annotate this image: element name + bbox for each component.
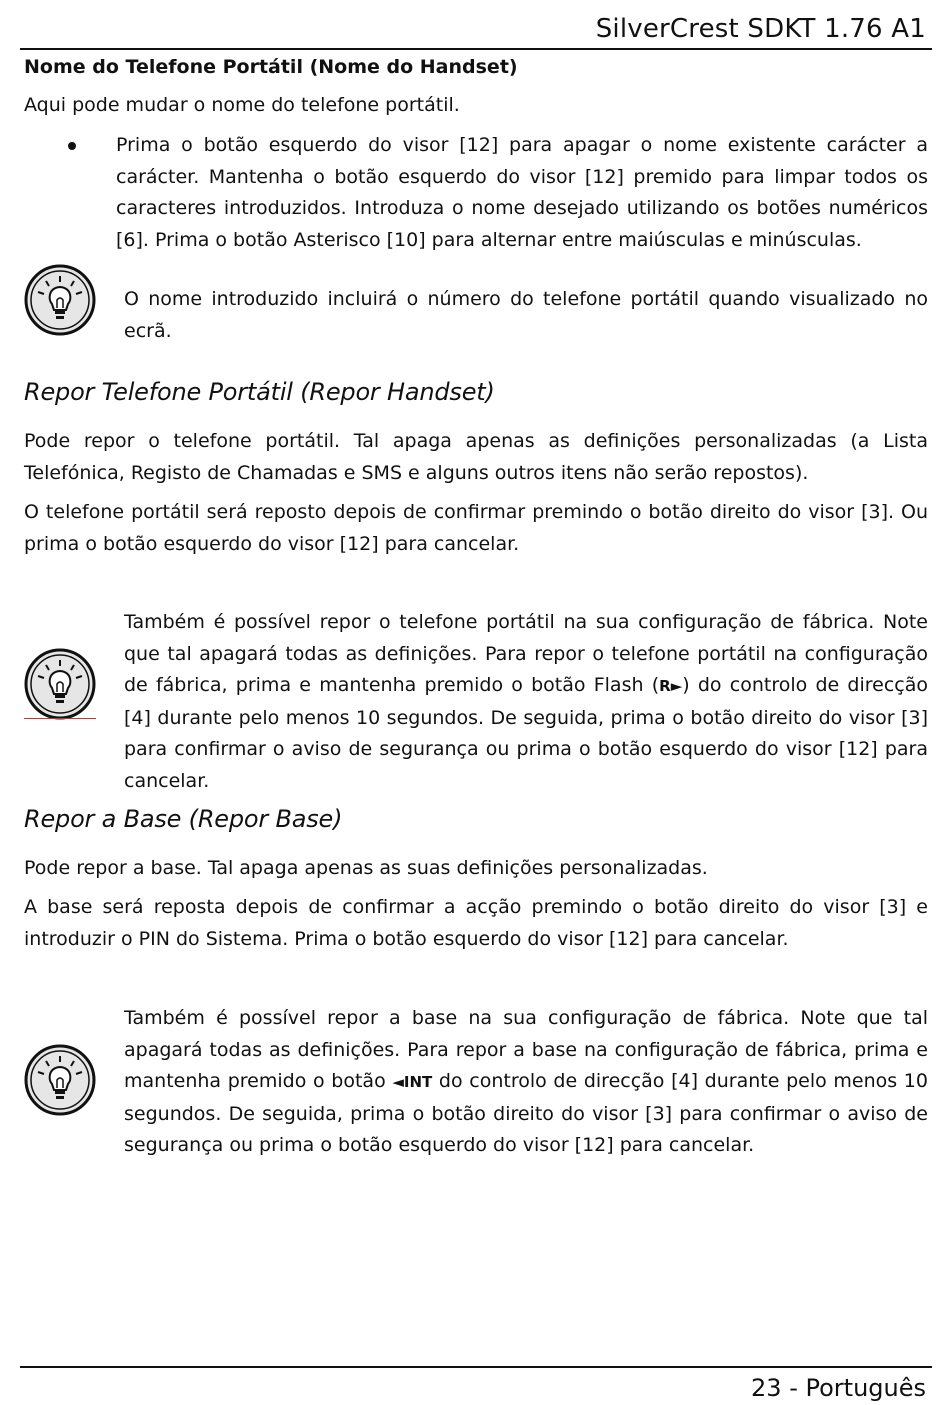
reset-base-para2: A base será reposta depois de confirmar a acção premindo o botão direito do visor [3] e introduzir o PIN do Sistema. Prima o botão esquerdo do visor [12] para cancelar. — [24, 896, 928, 950]
lightbulb-tip-icon — [24, 1044, 96, 1116]
reset-handset-para2: O telefone portátil será reposto depois de confirmar premindo o botão direito do visor [3]. Ou prima o botão esquerdo do visor [12] para cancelar. — [24, 501, 928, 555]
reset-handset-heading: Repor Telefone Portátil (Repor Handset) — [24, 378, 495, 406]
lightbulb-tip-icon — [24, 648, 96, 720]
int-key-icon: ◄INT — [392, 1073, 433, 1091]
bullet-icon — [68, 142, 76, 150]
reset-handset-tip — [124, 607, 928, 797]
handset-name-heading: Nome do Telefone Portátil (Nome do Handset) — [24, 56, 518, 78]
document-title: SilverCrest SDKT 1.76 A1 — [595, 14, 926, 44]
handset-name-bullet-text: Prima o botão esquerdo do visor [12] para apagar o nome existente carácter a carácter. Mantenha o botão esquerdo do visor [12] premido para limpar todos os caracteres introduzidos. Introduza o nome desejado utilizando os botões numéricos [6]. Prima o botão Asterisco [10] para alternar entre maiúsculas e minúsculas. — [116, 134, 928, 251]
reset-base-heading: Repor a Base (Repor Base) — [24, 805, 343, 833]
reset-base-tip — [124, 1003, 928, 1162]
reset-base-tip-before: Também é possível repor a base na sua configuração de fábrica. Note que tal apagará todas as definições. Para repor a base na configuração de fábrica, prima e mantenha premido o botão — [124, 1007, 928, 1092]
handset-name-intro: Aqui pode mudar o nome do telefone portátil. — [24, 94, 460, 116]
footer-rule — [20, 1366, 932, 1368]
lightbulb-tip-icon — [24, 264, 96, 336]
divider — [24, 718, 96, 719]
reset-handset-para1: Pode repor o telefone portátil. Tal apaga apenas as definições personalizadas (a Lista Telefónica, Registo de Chamadas e SMS e alguns outros itens não serão repostos). — [24, 430, 928, 484]
reset-base-tip-after: do controlo de direcção [4] durante pelo menos 10 segundos. De seguida, prima o botão direito do visor [3] para confirmar o aviso de segurança ou prima o botão esquerdo do visor [12] para cancelar. — [124, 1070, 928, 1156]
reset-base-para1: Pode repor a base. Tal apaga apenas as suas definições personalizadas. — [24, 857, 708, 879]
page-number: 23 - Português — [751, 1374, 926, 1402]
reset-handset-tip-after: ) do controlo de direcção [4] durante pelo menos 10 segundos. De seguida, prima o botão direito do visor [3] para confirmar o aviso de segurança ou prima o botão esquerdo do visor [12] para cancelar. — [124, 674, 929, 792]
flash-key-icon: R► — [659, 677, 683, 695]
reset-handset-tip-before: Também é possível repor o telefone portátil na sua configuração de fábrica. Note que tal apagará todas as definições. Para repor o telefone portátil na configuração de fábrica, prima e mantenha premido o botão Flash ( — [124, 611, 928, 696]
header-rule — [20, 48, 932, 50]
handset-name-tip: O nome introduzido incluirá o número do telefone portátil quando visualizado no ecrã. — [124, 288, 928, 342]
